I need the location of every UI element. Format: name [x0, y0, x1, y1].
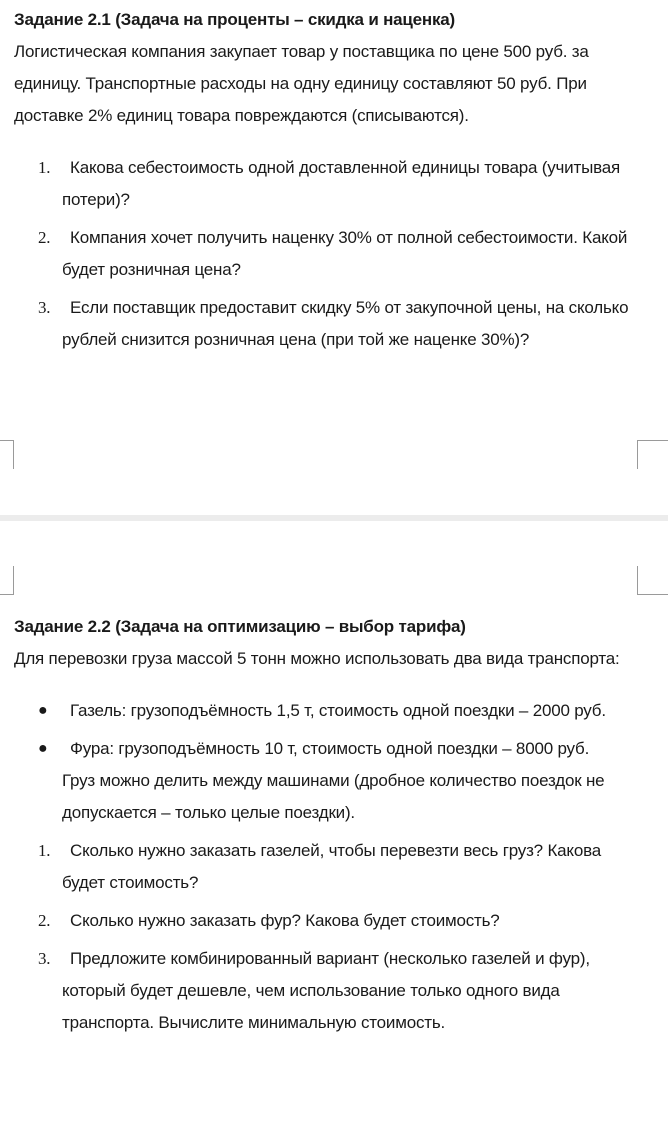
page-2-content [14, 611, 648, 1045]
task-2-1-intro: Логистическая компания закупает товар у поставщика по цене 500 руб. за единицу. Транспортные расходы на одну единицу составляют 50 руб. При доставке 2% единиц товара повреждаются (списываются). [14, 42, 589, 125]
list-item-text: Сколько нужно заказать фур? Какова будет стоимость? [70, 911, 500, 930]
list-item-text: Фура: грузоподъёмность 10 т, стоимость одной поездки – 8000 руб. [70, 739, 590, 758]
list-number: 2. [38, 911, 51, 930]
list-item-text: Компания хочет получить наценку 30% от полной себестоимости. Какой будет розничная цена? [62, 228, 628, 279]
task-2-2-questions [14, 835, 648, 1039]
crop-mark-top-left [0, 566, 14, 595]
list-item [14, 733, 648, 765]
list-number: 3. [38, 298, 51, 317]
crop-mark-bottom-right [637, 440, 668, 469]
list-item-text: Если поставщик предоставит скидку 5% от закупочной цены, на сколько рублей снизится розничная цена (при той же наценке 30%)? [62, 298, 629, 349]
list-item-text: Газель: грузоподъёмность 1,5 т, стоимость одной поездки – 2000 руб. [70, 701, 606, 720]
list-item [14, 695, 648, 727]
list-item-text: Предложите комбинированный вариант (несколько газелей и фур), который будет дешевле, чем использование только одного вида транспорта. Вычислите минимальную стоимость. [62, 949, 590, 1032]
list-number: 2. [38, 228, 51, 247]
list-number: 1. [38, 158, 51, 177]
crop-mark-bottom-left [0, 440, 14, 469]
list-item [14, 943, 648, 1039]
list-number: 1. [38, 841, 51, 860]
task-2-2-intro: Для перевозки груза массой 5 тонн можно использовать два вида транспорта: [14, 649, 620, 668]
cargo-note: Груз можно делить между машинами (дробное количество поездок не допускается – только целые поездки). [62, 771, 605, 822]
document-page-2 [0, 521, 668, 1136]
task-2-2-title: Задание 2.2 (Задача на оптимизацию – выбор тарифа) [14, 617, 466, 636]
list-number: 3. [38, 949, 51, 968]
list-item [14, 905, 648, 937]
list-item [14, 835, 648, 899]
bullet-icon: ● [38, 740, 48, 757]
task-2-1-title: Задание 2.1 (Задача на проценты – скидка и наценка) [14, 10, 456, 29]
list-item [14, 292, 648, 356]
page-1-content [14, 4, 648, 362]
transport-options [14, 695, 648, 765]
crop-mark-top-right [637, 566, 668, 595]
list-item-text: Сколько нужно заказать газелей, чтобы перевезти весь груз? Какова будет стоимость? [62, 841, 601, 892]
document-page-1 [0, 0, 668, 515]
task-2-1-questions [14, 152, 648, 356]
bullet-icon: ● [38, 702, 48, 719]
list-item-text: Какова себестоимость одной доставленной единицы товара (учитывая потери)? [62, 158, 620, 209]
list-item [14, 152, 648, 216]
list-item [14, 222, 648, 286]
